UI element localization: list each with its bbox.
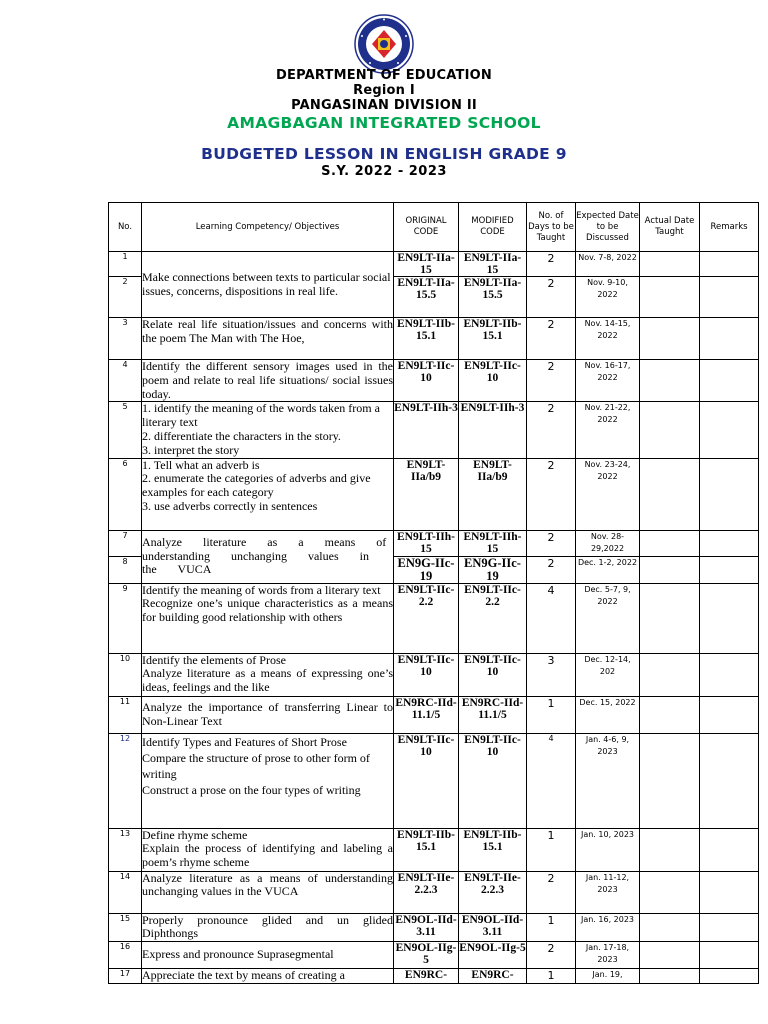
competency-text: Define rhyme scheme [142, 828, 248, 842]
days-count: 1 [527, 696, 576, 733]
days-count: 2 [527, 360, 576, 402]
competency-text: Identify the elements of Prose [142, 653, 286, 667]
row-number: 10 [109, 653, 142, 696]
competency-cell [142, 360, 394, 402]
competency-text: 1. Tell what an adverb is [142, 458, 260, 472]
deped-seal-logo [354, 14, 414, 74]
actual-date-cell [640, 871, 700, 913]
competency-text: Express and pronounce Suprasegmental [142, 947, 334, 962]
remarks-cell [700, 402, 759, 458]
actual-date-cell [640, 458, 700, 530]
competency-text: Relate real life situation/issues and concerns with the poem The Man with The Hoe, [142, 317, 393, 345]
competency-cell [142, 252, 394, 318]
competency-cell [142, 942, 394, 969]
actual-date-cell [640, 530, 700, 556]
modified-code: EN9LT-IIa-15 [459, 252, 527, 277]
row-number: 15 [109, 913, 142, 942]
competency-text: Analyze the importance of transferring Linear to Non-Linear Text [142, 699, 393, 728]
header-original-code: ORIGINAL CODE [394, 203, 459, 252]
competency-text: Recognize one’s unique characteristics as a means for building good relationship with others [142, 596, 393, 625]
days-count: 2 [527, 556, 576, 583]
competency-text: Identify the meaning of words from a literary text [142, 583, 381, 597]
table-row [109, 913, 759, 942]
table-row [109, 252, 759, 277]
expected-date: Jan. 17-18, 2023 [576, 942, 640, 969]
actual-date-cell [640, 318, 700, 360]
actual-date-cell [640, 913, 700, 942]
days-count: 4 [527, 583, 576, 653]
competency-text: Appreciate the text by means of creating a [142, 968, 345, 983]
header-days: No. of Days to be Taught [527, 203, 576, 252]
region-name: Region I [353, 83, 415, 98]
header-no: No. [109, 203, 142, 252]
competency-text: 2. differentiate the characters in the story. [142, 428, 341, 443]
expected-date: Nov. 14-15, 2022 [576, 318, 640, 360]
table-row [109, 696, 759, 733]
department-name: DEPARTMENT OF EDUCATION [276, 68, 492, 83]
table-row [109, 733, 759, 828]
modified-code: EN9RC-IId-11.1/5 [459, 696, 527, 733]
competency-cell [142, 696, 394, 733]
days-count: 2 [527, 318, 576, 360]
remarks-cell [700, 360, 759, 402]
row-number: 16 [109, 942, 142, 969]
table-row [109, 458, 759, 530]
remarks-cell [700, 277, 759, 318]
remarks-cell [700, 828, 759, 871]
remarks-cell [700, 733, 759, 828]
competency-cell [142, 733, 394, 828]
remarks-cell [700, 556, 759, 583]
row-number: 11 [109, 696, 142, 733]
modified-code: EN9LT-IIa/b9 [459, 458, 527, 530]
modified-code: EN9LT-IIc-10 [459, 360, 527, 402]
days-count: 3 [527, 653, 576, 696]
row-number: 5 [109, 402, 142, 458]
competency-text: 3. use adverbs correctly in sentences [142, 498, 318, 513]
days-count: 2 [527, 458, 576, 530]
competency-cell [142, 871, 394, 913]
actual-date-cell [640, 556, 700, 583]
table-row [109, 828, 759, 871]
expected-date: Nov. 21-22, 2022 [576, 402, 640, 458]
days-count: 1 [527, 969, 576, 984]
days-count: 1 [527, 913, 576, 942]
expected-date: Jan. 16, 2023 [576, 913, 640, 942]
actual-date-cell [640, 942, 700, 969]
row-number: 7 [109, 530, 142, 556]
expected-date: Jan. 11-12, 2023 [576, 871, 640, 913]
original-code: EN9RC- [394, 969, 459, 984]
modified-code: EN9LT-IIa-15.5 [459, 277, 527, 318]
row-number: 4 [109, 360, 142, 402]
competency-cell [142, 913, 394, 942]
competency-text: Analyze literature as a means of expressing one’s ideas, feelings and the like [142, 666, 393, 695]
remarks-cell [700, 583, 759, 653]
days-count: 2 [527, 942, 576, 969]
competency-text: Analyze literature as a means of understanding unchanging values in the VUCA [142, 534, 387, 577]
expected-date: Nov. 28-29,2022 [576, 530, 640, 556]
remarks-cell [700, 871, 759, 913]
row-number: 8 [109, 556, 142, 583]
remarks-cell [700, 653, 759, 696]
header-modified-code: MODIFIED CODE [459, 203, 527, 252]
remarks-cell [700, 458, 759, 530]
competency-text: 2. enumerate the categories of adverbs and give examples for each category [142, 471, 371, 500]
expected-date: Nov. 9-10, 2022 [576, 277, 640, 318]
original-code: EN9OL-IId-3.11 [394, 913, 459, 942]
original-code: EN9RC-IId-11.1/5 [394, 696, 459, 733]
table-row [109, 360, 759, 402]
competency-cell [142, 530, 394, 583]
table-row [109, 942, 759, 969]
expected-date: Jan. 4-6, 9, 2023 [576, 733, 640, 828]
actual-date-cell [640, 653, 700, 696]
expected-date: Nov. 16-17, 2022 [576, 360, 640, 402]
competency-cell [142, 318, 394, 360]
header-actual-date: Actual Date Taught [640, 203, 700, 252]
modified-code: EN9LT-IIc-10 [459, 653, 527, 696]
modified-code: EN9LT-IIh-3 [459, 402, 527, 458]
modified-code: EN9LT-IIb-15.1 [459, 318, 527, 360]
expected-date: Dec. 1-2, 2022 [576, 556, 640, 583]
document-header [0, 68, 768, 179]
expected-date: Jan. 19, [576, 969, 640, 984]
row-number: 9 [109, 583, 142, 653]
division-name: PANGASINAN DIVISION II [291, 98, 477, 113]
school-name: AMAGBAGAN INTEGRATED SCHOOL [227, 114, 541, 132]
modified-code: EN9LT-IIb-15.1 [459, 828, 527, 871]
competency-text: Identify Types and Features of Short Prose [142, 734, 347, 749]
original-code: EN9LT-IIc-10 [394, 733, 459, 828]
header-remarks: Remarks [700, 203, 759, 252]
table-row [109, 583, 759, 653]
modified-code: EN9LT-IIc-2.2 [459, 583, 527, 653]
modified-code: EN9LT-IIc-10 [459, 733, 527, 828]
table-row [109, 653, 759, 696]
original-code: EN9LT-IIc-10 [394, 653, 459, 696]
remarks-cell [700, 252, 759, 277]
competency-text: Construct a prose on the four types of writing [142, 782, 361, 797]
original-code: EN9LT-IIc-10 [394, 360, 459, 402]
expected-date: Jan. 10, 2023 [576, 828, 640, 871]
original-code: EN9LT-IIa-15 [394, 252, 459, 277]
remarks-cell [700, 913, 759, 942]
row-number: 17 [109, 969, 142, 984]
budgeted-lesson-table [108, 202, 759, 984]
original-code: EN9LT-IIc-2.2 [394, 583, 459, 653]
competency-text: Compare the structure of prose to other form of writing [142, 750, 370, 781]
table-row [109, 871, 759, 913]
competency-cell [142, 458, 394, 530]
original-code: EN9OL-IIg-5 [394, 942, 459, 969]
modified-code: EN9G-IIc-19 [459, 556, 527, 583]
days-count: 2 [527, 402, 576, 458]
original-code: EN9LT-IIb-15.1 [394, 828, 459, 871]
original-code: EN9LT-IIh-15 [394, 530, 459, 556]
competency-text: Make connections between texts to particular social issues, concerns, dispositions in real life. [142, 269, 391, 298]
actual-date-cell [640, 277, 700, 318]
actual-date-cell [640, 969, 700, 984]
days-count: 1 [527, 828, 576, 871]
table-row [109, 969, 759, 984]
expected-date: Dec. 12-14, 202 [576, 653, 640, 696]
row-number: 2 [109, 277, 142, 318]
school-year: S.Y. 2022 - 2023 [321, 164, 447, 179]
remarks-cell [700, 530, 759, 556]
remarks-cell [700, 942, 759, 969]
days-count: 2 [527, 530, 576, 556]
competency-cell [142, 969, 394, 984]
row-number: 6 [109, 458, 142, 530]
row-number: 3 [109, 318, 142, 360]
expected-date: Dec. 15, 2022 [576, 696, 640, 733]
expected-date: Dec. 5-7, 9, 2022 [576, 583, 640, 653]
actual-date-cell [640, 360, 700, 402]
original-code: EN9LT-IIa/b9 [394, 458, 459, 530]
header-expected-date: Expected Date to be Discussed [576, 203, 640, 252]
original-code: EN9LT-IIb-15.1 [394, 318, 459, 360]
modified-code: EN9LT-IIe-2.2.3 [459, 871, 527, 913]
days-count: 2 [527, 871, 576, 913]
modified-code: EN9LT-IIh-15 [459, 530, 527, 556]
original-code: EN9LT-IIe-2.2.3 [394, 871, 459, 913]
competency-text: Explain the process of identifying and labeling a poem’s rhyme scheme [142, 841, 393, 870]
competency-cell [142, 653, 394, 696]
days-count: 4 [527, 733, 576, 828]
competency-text: Properly pronounce glided and un glided Diphthongs [142, 913, 393, 941]
expected-date: Nov. 23-24, 2022 [576, 458, 640, 530]
competency-cell [142, 402, 394, 458]
row-number: 1 [109, 252, 142, 277]
remarks-cell [700, 318, 759, 360]
original-code: EN9LT-IIa-15.5 [394, 277, 459, 318]
actual-date-cell [640, 733, 700, 828]
actual-date-cell [640, 828, 700, 871]
modified-code: EN9OL-IIg-5 [459, 942, 527, 969]
original-code: EN9G-IIc-19 [394, 556, 459, 583]
expected-date: Nov. 7-8, 2022 [576, 252, 640, 277]
competency-cell [142, 583, 394, 653]
table-header-row [109, 203, 759, 252]
row-number: 13 [109, 828, 142, 871]
row-number: 12 [109, 733, 142, 828]
competency-text: Analyze literature as a means of understanding unchanging values in the VUCA [142, 871, 393, 899]
days-count: 2 [527, 277, 576, 318]
competency-text: 1. identify the meaning of the words taken from a literary text [142, 401, 380, 430]
header-competency: Learning Competency/ Objectives [142, 203, 394, 252]
remarks-cell [700, 969, 759, 984]
modified-code: EN9OL-IId-3.11 [459, 913, 527, 942]
table-row [109, 402, 759, 458]
competency-text: Identify the different sensory images used in the poem and relate to real life situations/ social issues today. [142, 359, 393, 401]
actual-date-cell [640, 402, 700, 458]
actual-date-cell [640, 252, 700, 277]
days-count: 2 [527, 252, 576, 277]
row-number: 14 [109, 871, 142, 913]
original-code: EN9LT-IIh-3 [394, 402, 459, 458]
table-row [109, 530, 759, 556]
actual-date-cell [640, 583, 700, 653]
remarks-cell [700, 696, 759, 733]
actual-date-cell [640, 696, 700, 733]
document-title: BUDGETED LESSON IN ENGLISH GRADE 9 [201, 145, 567, 163]
table-row [109, 318, 759, 360]
competency-cell [142, 828, 394, 871]
competency-text: 3. interpret the story [142, 442, 240, 457]
modified-code: EN9RC- [459, 969, 527, 984]
